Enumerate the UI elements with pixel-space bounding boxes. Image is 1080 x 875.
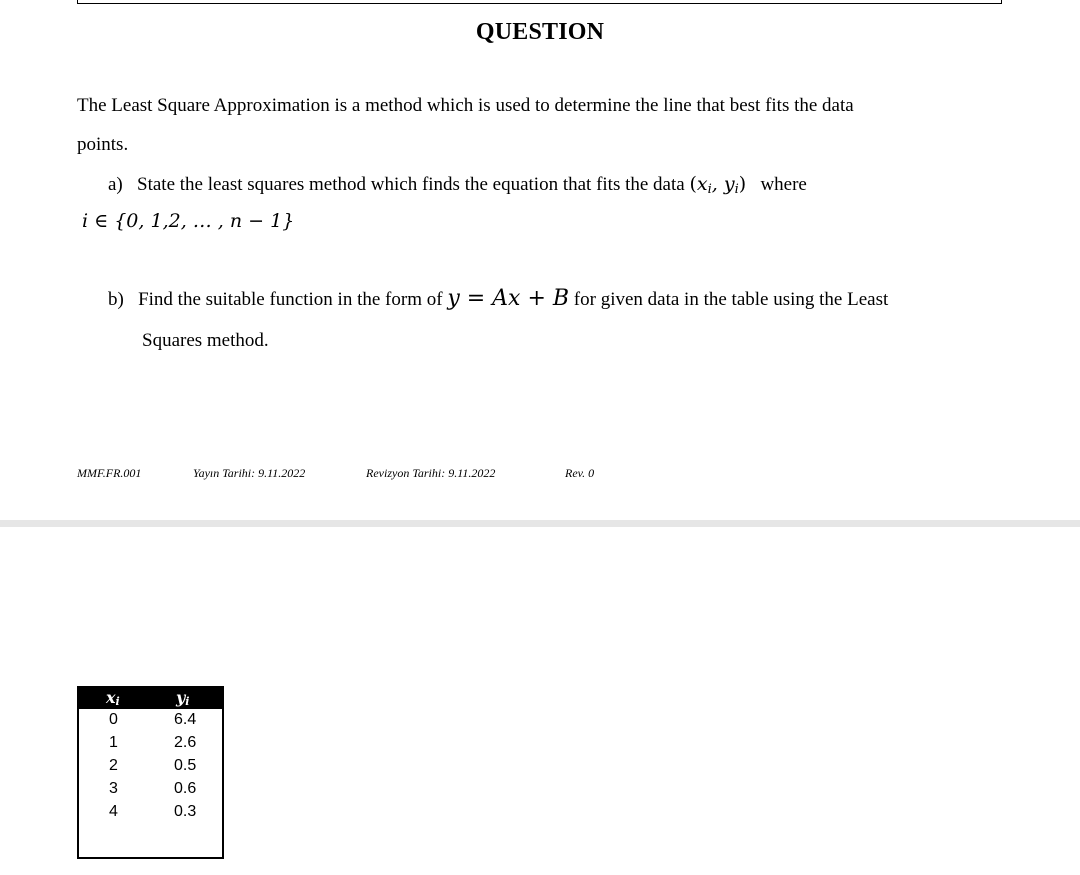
cell-y: 0.3 xyxy=(174,803,197,820)
cell-x: 2 xyxy=(109,757,118,774)
table-header xyxy=(79,688,222,709)
part-b-label: b) xyxy=(108,289,124,310)
index-set-formula: i ∈ {0, 1,2, … , n − 1} xyxy=(82,210,295,232)
part-a xyxy=(108,173,807,197)
header-x: $x_i$ xyxy=(106,688,120,708)
footer-published: Yayın Tarihi: 9.11.2022 xyxy=(193,466,306,480)
cell-y: 0.6 xyxy=(174,780,197,797)
part-b-text-after: for given data in the table using the Least xyxy=(573,289,889,310)
page-border xyxy=(77,0,1002,4)
cell-x: 0 xyxy=(109,711,118,728)
page-2 xyxy=(0,527,1080,875)
intro-line-2: points. xyxy=(77,134,129,155)
table-row xyxy=(79,709,222,732)
cell-x: 3 xyxy=(109,780,118,797)
page-separator xyxy=(0,520,1080,527)
cell-x: 4 xyxy=(109,803,118,820)
table-row xyxy=(79,801,222,824)
footer-code: MMF.FR.001 xyxy=(77,466,142,480)
cell-y: 6.4 xyxy=(174,711,197,728)
part-a-text: State the least squares method which finds the equation that fits the data xyxy=(137,174,685,195)
part-a-where: where xyxy=(760,174,807,195)
table-row xyxy=(79,778,222,801)
cell-y: 2.6 xyxy=(174,734,197,751)
linear-formula: y = Ax + B xyxy=(447,286,570,311)
part-b-text: Find the suitable function in the form of xyxy=(138,289,443,310)
cell-x: 1 xyxy=(109,734,118,751)
question-title: QUESTION xyxy=(475,19,605,45)
header-y: $y_i$ xyxy=(176,688,190,708)
footer-rev: Rev. 0 xyxy=(565,466,595,480)
data-pair-formula: ($x_i$, $y_i$) xyxy=(689,173,747,197)
part-b xyxy=(108,286,888,311)
table-row xyxy=(79,732,222,755)
intro-line-1: The Least Square Approximation is a method which is used to determine the line that best fits the data xyxy=(77,95,854,116)
part-b-line-2: Squares method. xyxy=(142,330,269,351)
part-a-label: a) xyxy=(108,174,123,195)
footer-revision-date: Revizyon Tarihi: 9.11.2022 xyxy=(366,466,496,480)
table-row xyxy=(79,755,222,778)
cell-y: 0.5 xyxy=(174,757,197,774)
data-table xyxy=(77,686,224,859)
